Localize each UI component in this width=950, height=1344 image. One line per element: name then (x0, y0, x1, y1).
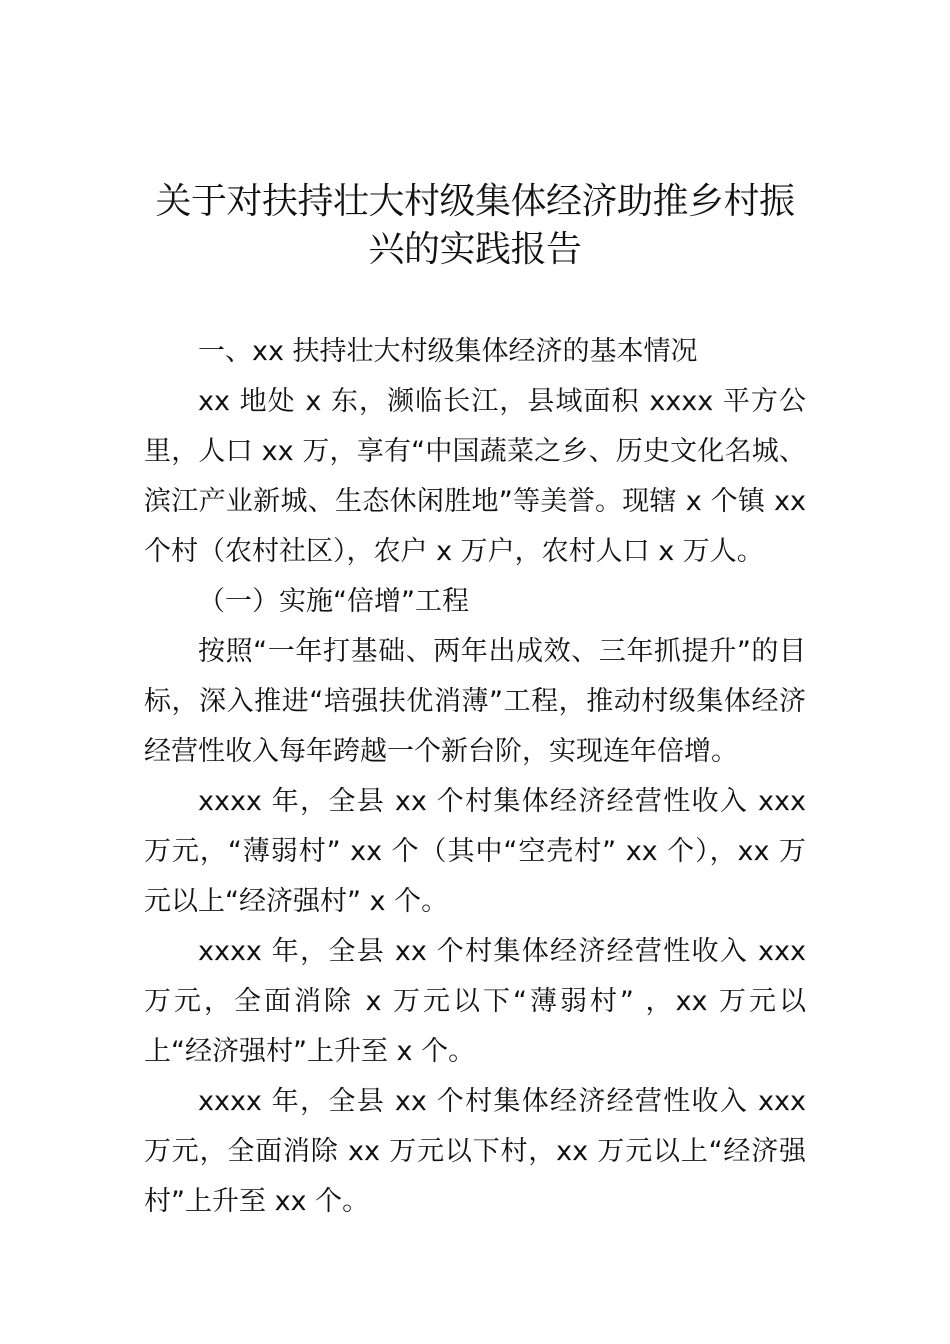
paragraph-goal: 按照“一年打基础、两年出成效、三年抓提升”的目标，深入推进“培强扶优消薄”工程，推动村级集体经济经营性收入每年跨越一个新台阶，实现连年倍增。 (144, 636, 806, 767)
paragraph-year-2: xxxx 年，全县 xx 个村集体经济经营性收入 xxx 万元，全面消除 x 万元以下“薄弱村” ，xx 万元以上“经济强村”上升至 x 个。 (144, 936, 806, 1067)
section-heading-basic-situation: 一、xx 扶持壮大村级集体经济的基本情况 (198, 336, 698, 367)
document-title: 关于对扶持壮大村级集体经济助推乡村振兴的实践报告 (155, 181, 795, 270)
document-body (144, 327, 806, 1227)
paragraph-year-1: xxxx 年，全县 xx 个村集体经济经营性收入 xxx 万元，“薄弱村” xx 个（其中“空壳村” xx 个），xx 万元以上“经济强村” x 个。 (144, 786, 806, 917)
section-heading-doubling-project: （一）实施“倍增”工程 (198, 586, 469, 617)
paragraph-year-3: xxxx 年，全县 xx 个村集体经济经营性收入 xxx 万元，全面消除 xx 万元以下村，xx 万元以上“经济强村”上升至 xx 个。 (144, 1086, 806, 1217)
paragraph-overview: xx 地处 x 东，濒临长江，县域面积 xxxx 平方公里，人口 xx 万，享有“中国蔬菜之乡、历史文化名城、滨江产业新城、生态休闲胜地”等美誉。现辖 x 个镇 xx 个村（农村社区），农户 x 万户，农村人口 x 万人。 (144, 386, 806, 567)
